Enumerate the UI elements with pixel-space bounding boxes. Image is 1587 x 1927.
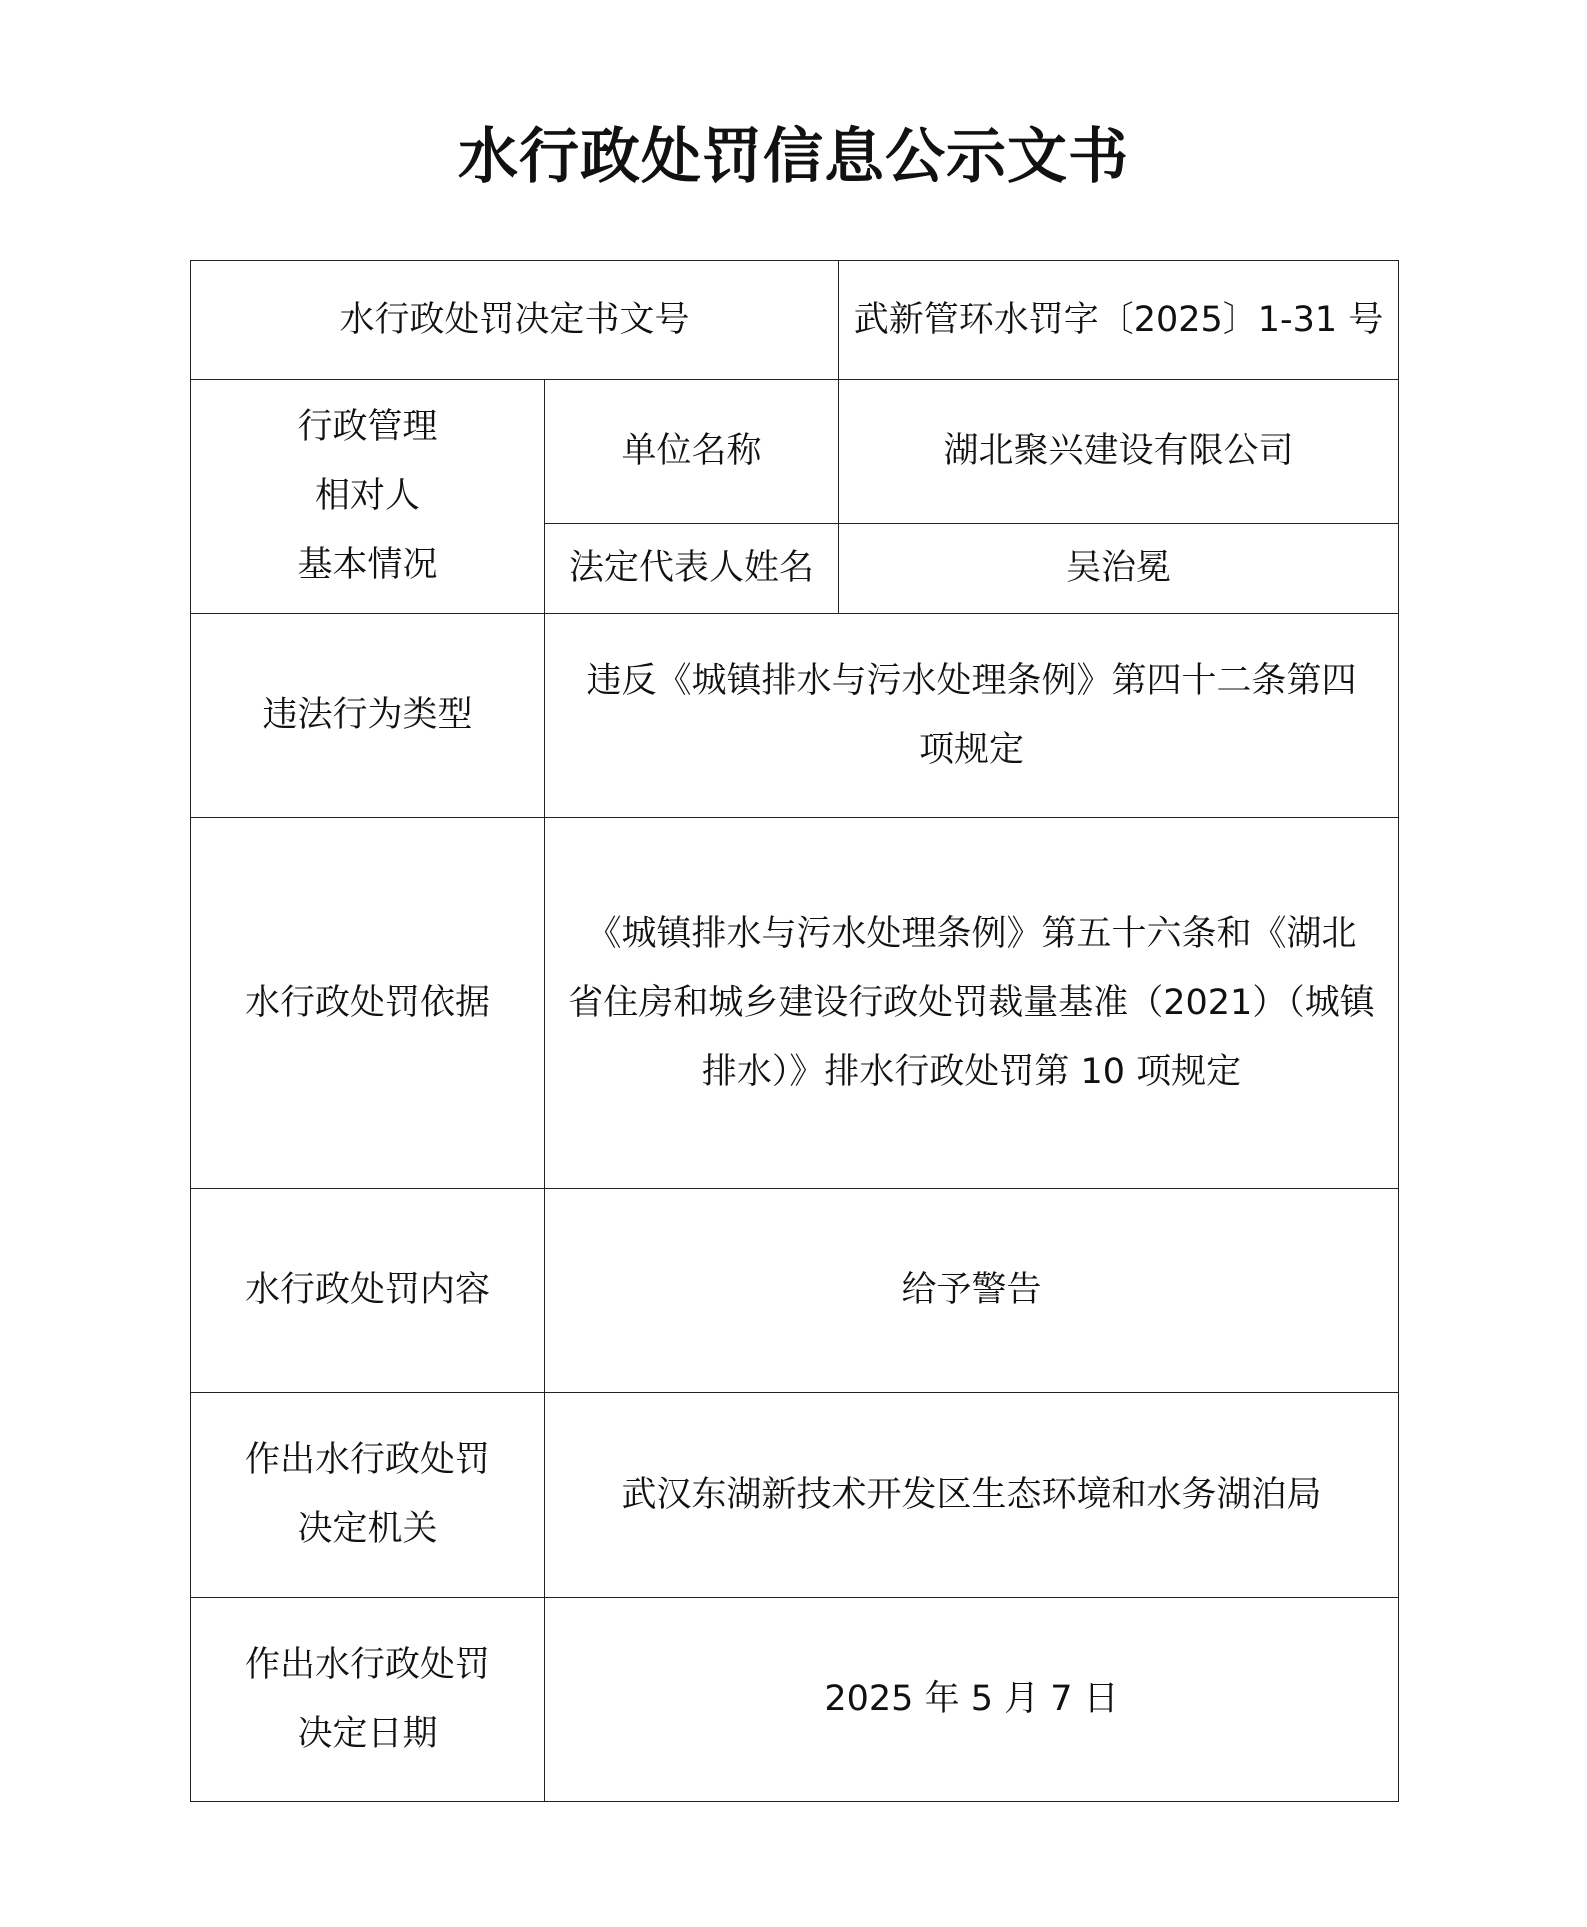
basis-label: 水行政处罚依据	[191, 818, 545, 1189]
violation-type-label: 违法行为类型	[191, 614, 545, 818]
authority-label: 作出水行政处罚 决定机关	[191, 1393, 545, 1598]
table-row-authority	[191, 1393, 1399, 1598]
authority-value: 武汉东湖新技术开发区生态环境和水务湖泊局	[545, 1393, 1399, 1598]
unit-name-label: 单位名称	[545, 380, 839, 524]
violation-type-value: 违反《城镇排水与污水处理条例》第四十二条第四 项规定	[545, 614, 1399, 818]
table-row-decision-no	[191, 261, 1399, 380]
date-label: 作出水行政处罚 决定日期	[191, 1598, 545, 1802]
decision-no-value: 武新管环水罚字〔2025〕1-31 号	[839, 261, 1399, 380]
party-info-label: 行政管理 相对人 基本情况	[191, 380, 545, 614]
document-title: 水行政处罚信息公示文书	[458, 122, 1129, 192]
table-row-violation-type	[191, 614, 1399, 818]
basis-value: 《城镇排水与污水处理条例》第五十六条和《湖北 省住房和城乡建设行政处罚裁量基准（2021）（城镇 排水）》排水行政处罚第 10 项规定	[545, 818, 1399, 1189]
table-row-basis	[191, 818, 1399, 1189]
legal-rep-value: 吴治冕	[839, 524, 1399, 614]
date-value: 2025 年 5 月 7 日	[545, 1598, 1399, 1802]
penalty-info-table	[190, 260, 1399, 1802]
legal-rep-label: 法定代表人姓名	[545, 524, 839, 614]
table-row-unit-name	[191, 380, 1399, 524]
content-value: 给予警告	[545, 1189, 1399, 1393]
unit-name-value: 湖北聚兴建设有限公司	[839, 380, 1399, 524]
table-row-date	[191, 1598, 1399, 1802]
decision-no-label: 水行政处罚决定书文号	[191, 261, 839, 380]
content-label: 水行政处罚内容	[191, 1189, 545, 1393]
table-row-content	[191, 1189, 1399, 1393]
